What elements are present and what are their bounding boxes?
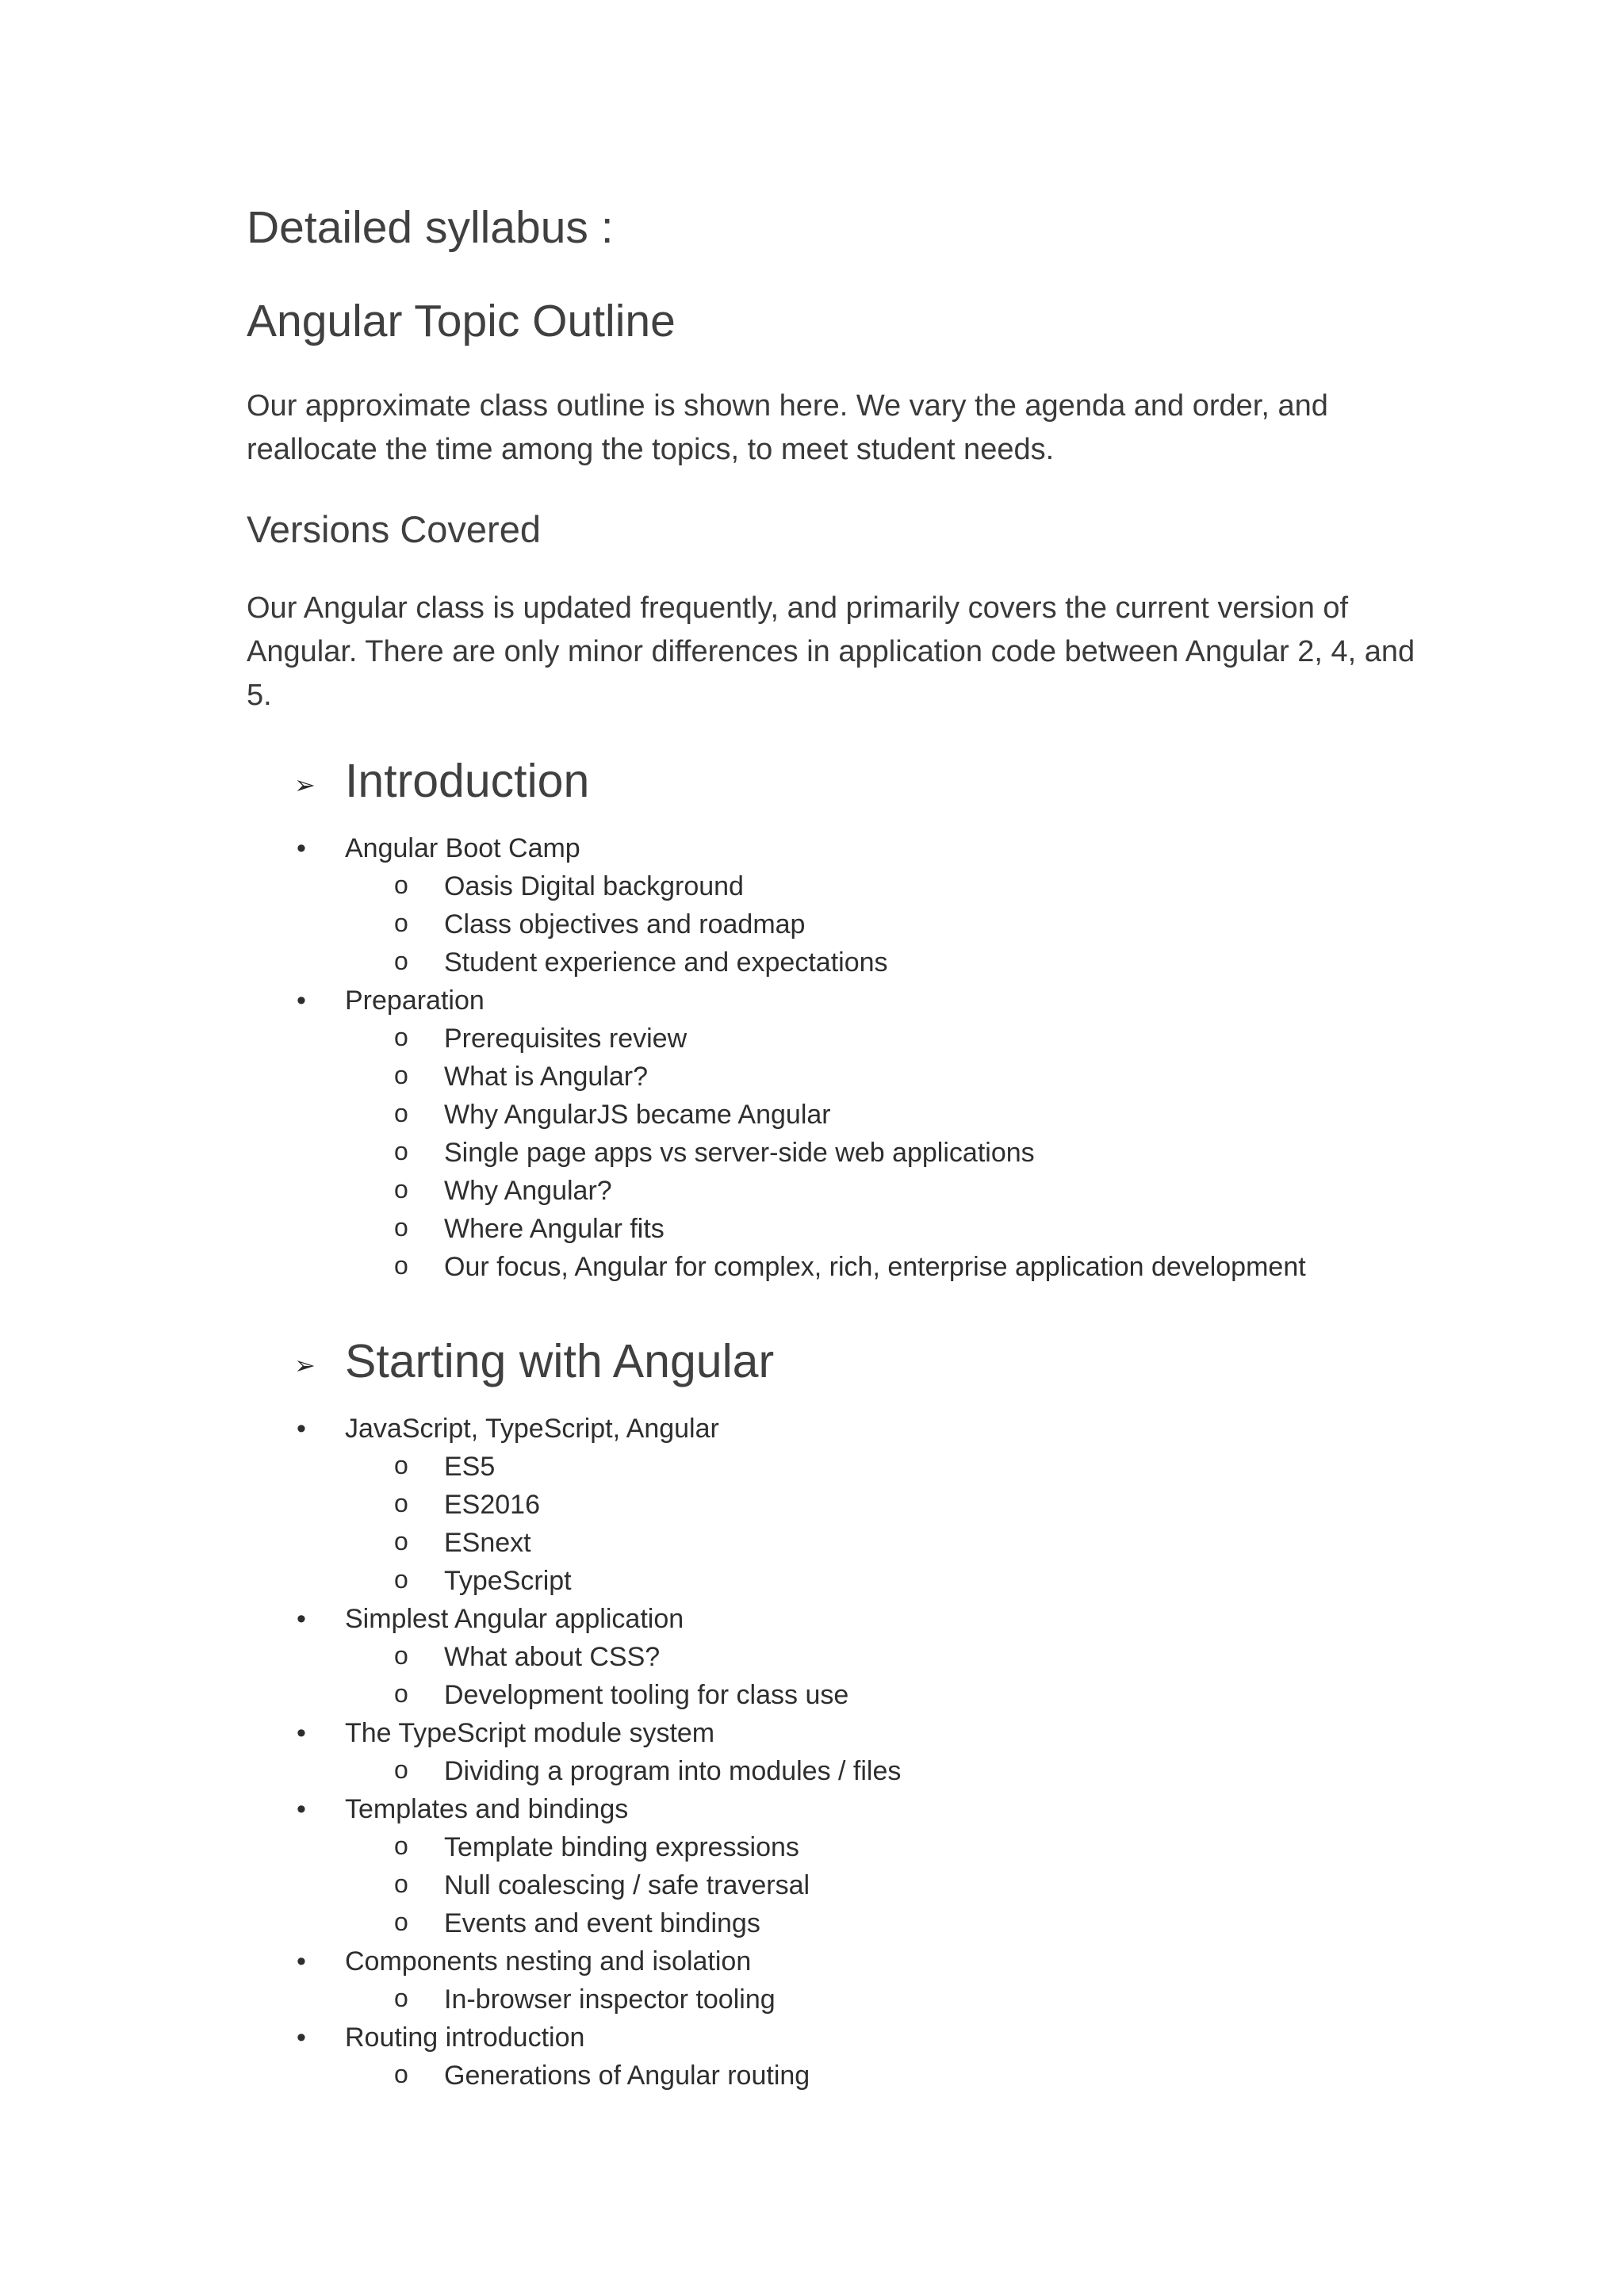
hollow-bullet-icon: o [394,1451,408,1479]
bullet-icon: • [297,1414,306,1444]
section-heading [247,752,1436,815]
sub-list-item-label: Class objectives and roadmap [444,909,806,939]
list-item [247,1714,1436,1752]
hollow-bullet-icon: o [394,1984,408,2012]
hollow-bullet-icon: o [394,1023,408,1051]
hollow-bullet-icon: o [394,1099,408,1127]
sub-list-item [247,1866,1436,1904]
section-heading-label: Starting with Angular [345,1335,775,1387]
sub-list-item [247,1058,1436,1096]
sub-list-item [247,2057,1436,2095]
list-item-label: The TypeScript module system [345,1718,715,1748]
hollow-bullet-icon: o [394,1831,408,1860]
sub-list-item-label: ES5 [444,1452,496,1482]
sub-list-item [247,1172,1436,1210]
list-item-label: JavaScript, TypeScript, Angular [345,1414,719,1444]
hollow-bullet-icon: o [394,1679,408,1708]
sub-list-item [247,1134,1436,1172]
intro-paragraph: Our approximate class outline is shown here. We vary the agenda and order, and reallocate the time among the topics, to meet student needs. [247,389,1328,466]
sub-list-item-label: Template binding expressions [444,1832,799,1862]
sub-list-item-label: Null coalescing / safe traversal [444,1870,810,1900]
sub-list-item [247,1752,1436,1790]
sub-list-item [247,1828,1436,1866]
hollow-bullet-icon: o [394,1213,408,1242]
list-item [247,1600,1436,1638]
hollow-bullet-icon: o [394,1251,408,1280]
bullet-icon: • [297,1718,306,1748]
versions-paragraph: Our Angular class is updated frequently, and primarily covers the current version of Angular. There are only minor differences in application code between Angular 2, 4, and 5. [247,591,1415,712]
sub-list-item-label: Prerequisites review [444,1024,688,1054]
sub-list-item-label: In-browser inspector tooling [444,1984,776,2015]
list-item-label: Components nesting and isolation [345,1946,752,1976]
sub-list-item-label: Our focus, Angular for complex, rich, enterprise application development [444,1252,1306,1282]
bullet-icon: • [297,1946,306,1976]
sub-list-item [247,1562,1436,1600]
sub-list-item-label: Dividing a program into modules / files [444,1756,902,1786]
sub-list-item-label: What is Angular? [444,1062,649,1092]
sub-list-item [247,1210,1436,1248]
sub-list-item [247,1904,1436,1942]
list-item-label: Routing introduction [345,2022,585,2053]
versions-title: Versions Covered [247,508,541,550]
hollow-bullet-icon: o [394,2060,408,2088]
bullet-icon: • [297,2022,306,2053]
hollow-bullet-icon: o [394,1061,408,1089]
hollow-bullet-icon: o [394,1869,408,1898]
list-item-label: Angular Boot Camp [345,833,580,863]
sub-list-item [247,1248,1436,1286]
list-item [247,982,1436,1020]
hollow-bullet-icon: o [394,1908,408,1936]
sub-list-item-label: TypeScript [444,1566,572,1596]
sub-list-item-label: Events and event bindings [444,1908,760,1938]
sub-list-item-label: Oasis Digital background [444,871,744,901]
bullet-icon: • [297,1794,306,1824]
hollow-bullet-icon: o [394,947,408,975]
sub-list-item [247,1638,1436,1676]
hollow-bullet-icon: o [394,1755,408,1784]
list-item [247,1410,1436,1448]
section-introduction [247,752,1436,1286]
sub-list-item [247,867,1436,905]
arrow-bullet-icon: ➢ [294,771,316,799]
sub-list-item [247,1486,1436,1524]
list-item [247,1790,1436,1828]
hollow-bullet-icon: o [394,1137,408,1165]
hollow-bullet-icon: o [394,1175,408,1203]
sub-list-item [247,1448,1436,1486]
hollow-bullet-icon: o [394,1641,408,1670]
topic-list [247,1410,1436,2095]
sub-list-item-label: Development tooling for class use [444,1680,849,1710]
sub-list-item-label: What about CSS? [444,1642,661,1672]
sub-list-item [247,943,1436,982]
sub-list-item-label: Where Angular fits [444,1214,665,1244]
list-item-label: Templates and bindings [345,1794,629,1824]
topic-list [247,829,1436,1286]
section-heading-label: Introduction [345,755,590,807]
sub-list-item [247,1096,1436,1134]
section-starting-with-angular [247,1332,1436,2095]
section-heading [247,1332,1436,1395]
hollow-bullet-icon: o [394,1489,408,1517]
sub-list-item [247,1676,1436,1714]
list-item [247,1942,1436,1980]
sub-list-item-label: Student experience and expectations [444,947,888,978]
bullet-icon: • [297,833,306,863]
sub-list-item-label: Generations of Angular routing [444,2061,810,2091]
sub-list-item-label: ES2016 [444,1490,540,1520]
sub-list-item [247,905,1436,943]
sub-list-item [247,1980,1436,2019]
hollow-bullet-icon: o [394,1565,408,1594]
outline-title: Angular Topic Outline [247,296,676,346]
arrow-bullet-icon: ➢ [294,1351,316,1380]
bullet-icon: • [297,1604,306,1634]
sub-list-item-label: Single page apps vs server-side web applications [444,1138,1035,1168]
hollow-bullet-icon: o [394,871,408,899]
sub-list-item-label: Why Angular? [444,1176,612,1206]
hollow-bullet-icon: o [394,1527,408,1556]
list-item-label: Preparation [345,985,485,1016]
list-item-label: Simplest Angular application [345,1604,684,1634]
bullet-icon: • [297,985,306,1016]
sub-list-item-label: Why AngularJS became Angular [444,1100,831,1130]
sub-list-item-label: ESnext [444,1528,531,1558]
list-item [247,2019,1436,2057]
sub-list-item [247,1524,1436,1562]
sub-list-item [247,1020,1436,1058]
hollow-bullet-icon: o [394,909,408,937]
list-item [247,829,1436,867]
document-title: Detailed syllabus : [247,202,614,253]
